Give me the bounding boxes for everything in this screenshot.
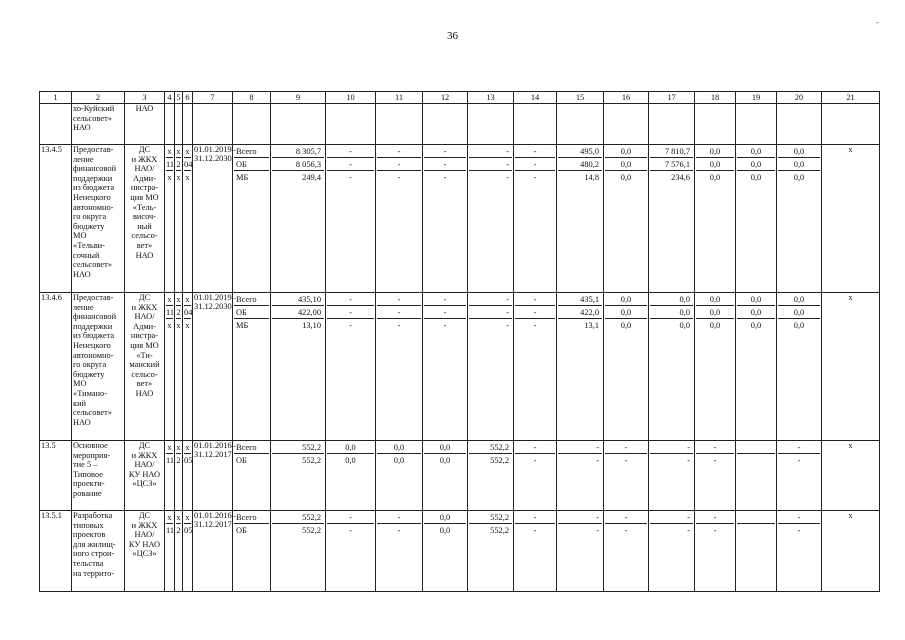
value-cell: 0,0 [737,158,775,171]
column-header: 15 [557,92,604,104]
value-cell: - [506,173,509,182]
value-cell: - [469,293,512,306]
value-cell: 422,00 [272,306,324,319]
value-cell: 552,2 [490,526,509,535]
amount-c11 [376,104,423,145]
value-cell: - [349,526,352,535]
value-cell: 0,0 [696,293,734,306]
amount-c16 [604,441,649,511]
value-cell: 0,0 [605,293,647,306]
amount-c20 [777,145,822,293]
value-cell: - [713,456,717,465]
amount-c13 [468,293,514,441]
value-cell: 0,0 [737,293,775,306]
value-cell: - [533,173,537,182]
table-row [40,145,880,293]
amount-c12 [423,293,468,441]
value-cell: - [687,456,690,465]
amount-c20 [777,104,822,145]
column-header: 21 [822,92,880,104]
amount-c9 [271,511,326,592]
column-header: 10 [326,92,376,104]
value-cell: х [176,295,181,304]
column-header: 18 [695,92,736,104]
amount-c15 [557,104,604,145]
value-cell: 0,0 [605,306,647,319]
value-cell: - [424,306,466,319]
code-cell [183,104,193,145]
value-cell: х [176,147,181,156]
note-cell: х [822,293,880,441]
value-cell: х [185,147,190,156]
value-cell: - [696,511,734,524]
amount-c15 [557,145,604,293]
value-cell: 7 810,7 [650,145,693,158]
value-cell: 0,0 [393,456,405,465]
value-cell: х [176,443,181,452]
amount-c16 [604,145,649,293]
value-cell: - [558,511,602,524]
amount-c20 [777,511,822,592]
value-cell: - [397,173,401,182]
funding-source [233,441,271,511]
amount-c9 [271,293,326,441]
value-cell: х [167,173,172,182]
value-cell: 495,0 [558,145,602,158]
value-cell: 0,0 [439,456,451,465]
value-cell: 8 056,3 [272,158,324,171]
page-number: 36 [447,30,458,42]
value-cell: 0,0 [778,158,820,171]
value-cell: 0,0 [377,441,421,454]
value-cell: 480,2 [558,158,602,171]
amount-c17 [649,511,695,592]
table-header [40,92,880,104]
column-number-row [40,92,880,104]
amount-c18 [695,293,736,441]
item-name: Разработка типовых проектов для жилищ- ного строи- тельства на террито- [72,511,125,592]
period-dates [193,104,233,145]
value-cell: х [176,321,181,330]
period-dates: 01.01.2019– 31.12.2030 [193,293,233,441]
item-number: 13.4.5 [40,145,72,293]
value-cell: - [377,293,421,306]
item-number: 13.5.1 [40,511,72,592]
value-cell: 0,0 [737,145,775,158]
amount-c9 [271,104,326,145]
amount-c16 [604,104,649,145]
column-header: 3 [125,92,165,104]
value-cell: 552,2 [272,441,324,454]
value-cell: 552,2 [302,526,321,535]
amount-c12 [423,441,468,511]
value-cell: - [424,158,466,171]
value-cell: х [167,513,172,522]
column-header: 2 [72,92,125,104]
value-cell: х [176,513,181,522]
value-cell: х [185,321,190,330]
value-cell: - [327,158,374,171]
value-cell: 04 [184,160,193,169]
value-cell: 0,0 [424,511,466,524]
value-cell: 552,2 [469,441,512,454]
executor: НАО [125,104,165,145]
column-header: 1 [40,92,72,104]
value-cell: Всего [234,145,269,158]
value-cell: - [558,441,602,454]
value-cell: 13,1 [584,321,599,330]
funding-source [233,293,271,441]
amount-c12 [423,104,468,145]
table-row [40,104,880,145]
amount-c13 [468,441,514,511]
amount-c14 [514,511,557,592]
value-cell: 7 576,1 [650,158,693,171]
value-cell: - [778,511,820,524]
value-cell: ОБ [234,158,269,171]
value-cell: - [515,145,555,158]
value-cell: - [397,526,401,535]
funding-source [233,145,271,293]
amount-c10 [326,511,376,592]
column-header: 7 [193,92,233,104]
value-cell: - [797,456,801,465]
value-cell: - [443,321,447,330]
funding-source [233,104,271,145]
funding-source [233,511,271,592]
amount-c19 [736,145,777,293]
item-name: хо-Куйский сельсовет» НАО [72,104,125,145]
amount-c10 [326,104,376,145]
value-cell: 0,0 [793,321,805,330]
value-cell: 0,0 [696,158,734,171]
value-cell: 0,0 [327,441,374,454]
value-cell: 0,0 [650,306,693,319]
code-cell [165,145,175,293]
value-cell: 2 [176,160,181,169]
column-header: 14 [514,92,557,104]
code-cell [183,293,193,441]
value-cell: Всего [234,511,269,524]
column-header: 19 [736,92,777,104]
value-cell: х [185,513,190,522]
value-cell: - [650,511,693,524]
code-cell [175,441,183,511]
code-cell [165,511,175,592]
note-cell: х [822,145,880,293]
amount-c16 [604,293,649,441]
value-cell: 14,8 [584,173,599,182]
amount-c9 [271,145,326,293]
amount-c15 [557,293,604,441]
code-cell [175,293,183,441]
value-cell: - [424,145,466,158]
value-cell: - [533,456,537,465]
value-cell: 435,10 [272,293,324,306]
column-header: 11 [376,92,423,104]
table-row [40,511,880,592]
item-number [40,104,72,145]
value-cell: - [469,306,512,319]
amount-c9 [271,441,326,511]
value-cell: 05 [184,526,193,535]
value-cell: х [167,147,172,156]
value-cell: х [185,295,190,304]
amount-c18 [695,104,736,145]
value-cell: ОБ [234,306,269,319]
amount-c11 [376,441,423,511]
value-cell: 0,0 [737,306,775,319]
value-cell: 0,0 [793,173,805,182]
item-number: 13.5 [40,441,72,511]
amount-c10 [326,145,376,293]
value-cell: х [167,321,172,330]
value-cell: 422,0 [558,306,602,319]
value-cell: 0,0 [650,293,693,306]
code-cell [183,145,193,293]
value-cell: - [424,293,466,306]
budget-table [39,91,880,592]
value-cell: - [515,441,555,454]
amount-c18 [695,145,736,293]
amount-c11 [376,145,423,293]
amount-c14 [514,145,557,293]
amount-c19 [736,293,777,441]
column-header: 9 [271,92,326,104]
value-cell: х [176,173,181,182]
amount-c13 [468,104,514,145]
value-cell: 05 [184,456,193,465]
value-cell: 0,0 [709,173,721,182]
value-cell: - [650,441,693,454]
amount-c17 [649,293,695,441]
amount-c15 [557,441,604,511]
amount-c20 [777,293,822,441]
value-cell: - [713,526,717,535]
value-cell: 552,2 [469,511,512,524]
period-dates: 01.01.2016– 31.12.2017 [193,511,233,592]
amount-c12 [423,511,468,592]
amount-c19 [736,511,777,592]
table-body [40,104,880,592]
amount-c17 [649,441,695,511]
amount-c16 [604,511,649,592]
value-cell: х [167,443,172,452]
value-cell: - [778,441,820,454]
column-header: 20 [777,92,822,104]
value-cell: 0,0 [778,306,820,319]
item-name: Предостав- ление финансовой поддержки из бюджета Ненецкого автономно- го округа бюджету МО «Тельви- сочный сельсовет» НАО [72,145,125,293]
column-header: 8 [233,92,271,104]
value-cell: - [327,145,374,158]
value-cell: - [624,456,628,465]
period-dates: 01.01.2016– 31.12.2017 [193,441,233,511]
value-cell: 0,0 [345,456,356,465]
item-number: 13.4.6 [40,293,72,441]
value-cell: - [797,526,801,535]
code-cell [183,511,193,592]
value-cell: - [443,173,447,182]
amount-c20 [777,441,822,511]
note-cell: х [822,441,880,511]
amount-c14 [514,441,557,511]
value-cell: Всего [234,293,269,306]
column-header: 12 [423,92,468,104]
value-cell: 552,2 [490,456,509,465]
value-cell: - [377,145,421,158]
amount-c11 [376,511,423,592]
executor: ДС и ЖКХ НАО/ КУ НАО «ЦСЗ» [125,511,165,592]
amount-c18 [695,441,736,511]
value-cell [737,441,775,454]
value-cell: - [605,441,647,454]
amount-c13 [468,145,514,293]
value-cell: МБ [236,173,249,182]
executor: ДС и ЖКХ НАО/ Адми- нистра- ция МО «Ти- манский сельсо- вет» НАО [125,293,165,441]
item-name: Предостав- ление финансовой поддержки из бюджета Ненецкого автономно- го округа бюджету МО «Тимано- кий сельсовет» НАО [72,293,125,441]
code-cell [175,104,183,145]
value-cell: 0,0 [709,321,721,330]
value-cell: 435,1 [558,293,602,306]
amount-c17 [649,104,695,145]
executor: ДС и ЖКХ НАО/ КУ НАО «ЦСЗ» [125,441,165,511]
value-cell: 8 305,7 [272,145,324,158]
value-cell: ОБ [236,526,247,535]
code-cell [165,104,175,145]
value-cell: - [469,145,512,158]
value-cell: - [533,321,537,330]
value-cell: 0,0 [778,293,820,306]
value-cell: МБ [236,321,249,330]
column-header: 5 [176,92,181,102]
amount-c18 [695,511,736,592]
value-cell: - [349,321,352,330]
value-cell: - [377,306,421,319]
value-cell: 552,2 [272,511,324,524]
amount-c14 [514,293,557,441]
amount-c19 [736,441,777,511]
value-cell: 2 [176,456,181,465]
column-header: 6 [183,92,193,104]
value-cell: - [596,526,599,535]
value-cell: - [349,173,352,182]
code-cell [165,441,175,511]
amount-c15 [557,511,604,592]
amount-c17 [649,145,695,293]
value-cell: 0,0 [605,158,647,171]
value-cell: 249,4 [302,173,321,182]
value-cell: - [515,306,555,319]
item-name: Основное мероприя- тие 5 – Типовое проекти- рование [72,441,125,511]
value-cell: 0,0 [620,173,632,182]
code-cell [183,441,193,511]
value-cell: - [377,158,421,171]
value-cell: 11 [166,526,175,535]
value-cell: Всего [234,441,269,454]
column-header: 4 [165,92,175,104]
column-header: 13 [468,92,514,104]
value-cell [737,511,775,524]
code-cell [175,145,183,293]
value-cell: х [185,443,190,452]
value-cell: х [185,173,190,182]
value-cell: 0,0 [424,441,466,454]
amount-c19 [736,104,777,145]
period-dates: 01.01.2019– 31.12.2030 [193,145,233,293]
amount-c12 [423,145,468,293]
value-cell: - [469,158,512,171]
note-cell [822,104,880,145]
value-cell: 0,0 [679,321,690,330]
column-header: 16 [604,92,649,104]
value-cell: 234,6 [671,173,690,182]
value-cell: - [696,441,734,454]
value-cell: 0,0 [620,321,632,330]
value-cell: - [397,321,401,330]
value-cell: 11 [166,456,175,465]
value-cell: - [377,511,421,524]
value-cell: - [605,511,647,524]
value-cell [737,524,775,537]
column-header: 17 [649,92,695,104]
value-cell: 0,0 [778,145,820,158]
corner-mark: - [876,18,879,27]
amount-c10 [326,293,376,441]
value-cell: 0,0 [439,526,451,535]
value-cell: 2 [176,526,181,535]
amount-c10 [326,441,376,511]
value-cell: - [624,526,628,535]
amount-c14 [514,104,557,145]
value-cell: 2 [176,308,181,317]
value-cell: 0,0 [605,145,647,158]
amount-c13 [468,511,514,592]
value-cell: 11 [166,160,175,169]
table-row [40,293,880,441]
value-cell: - [515,293,555,306]
amount-c11 [376,293,423,441]
code-cell [175,511,183,592]
value-cell: 0,0 [696,145,734,158]
value-cell: 0,0 [750,321,762,330]
value-cell: 0,0 [696,306,734,319]
value-cell: 04 [184,308,193,317]
value-cell: - [596,456,599,465]
value-cell: 0,0 [750,173,762,182]
value-cell: - [327,511,374,524]
value-cell: 13,10 [302,321,321,330]
table-row [40,441,880,511]
value-cell: 11 [166,308,175,317]
executor: ДС и ЖКХ НАО/ Адми- нистра- ция МО «Тель- височ- ный сельсо- вет» НАО [125,145,165,293]
value-cell: - [327,306,374,319]
value-cell: - [533,526,537,535]
value-cell: - [506,321,509,330]
note-cell: х [822,511,880,592]
code-cell [165,293,175,441]
value-cell: х [167,295,172,304]
value-cell: - [327,293,374,306]
value-cell [737,454,775,467]
value-cell: - [687,526,690,535]
value-cell: - [515,511,555,524]
value-cell: 552,2 [302,456,321,465]
value-cell: ОБ [236,456,247,465]
value-cell: - [515,158,555,171]
